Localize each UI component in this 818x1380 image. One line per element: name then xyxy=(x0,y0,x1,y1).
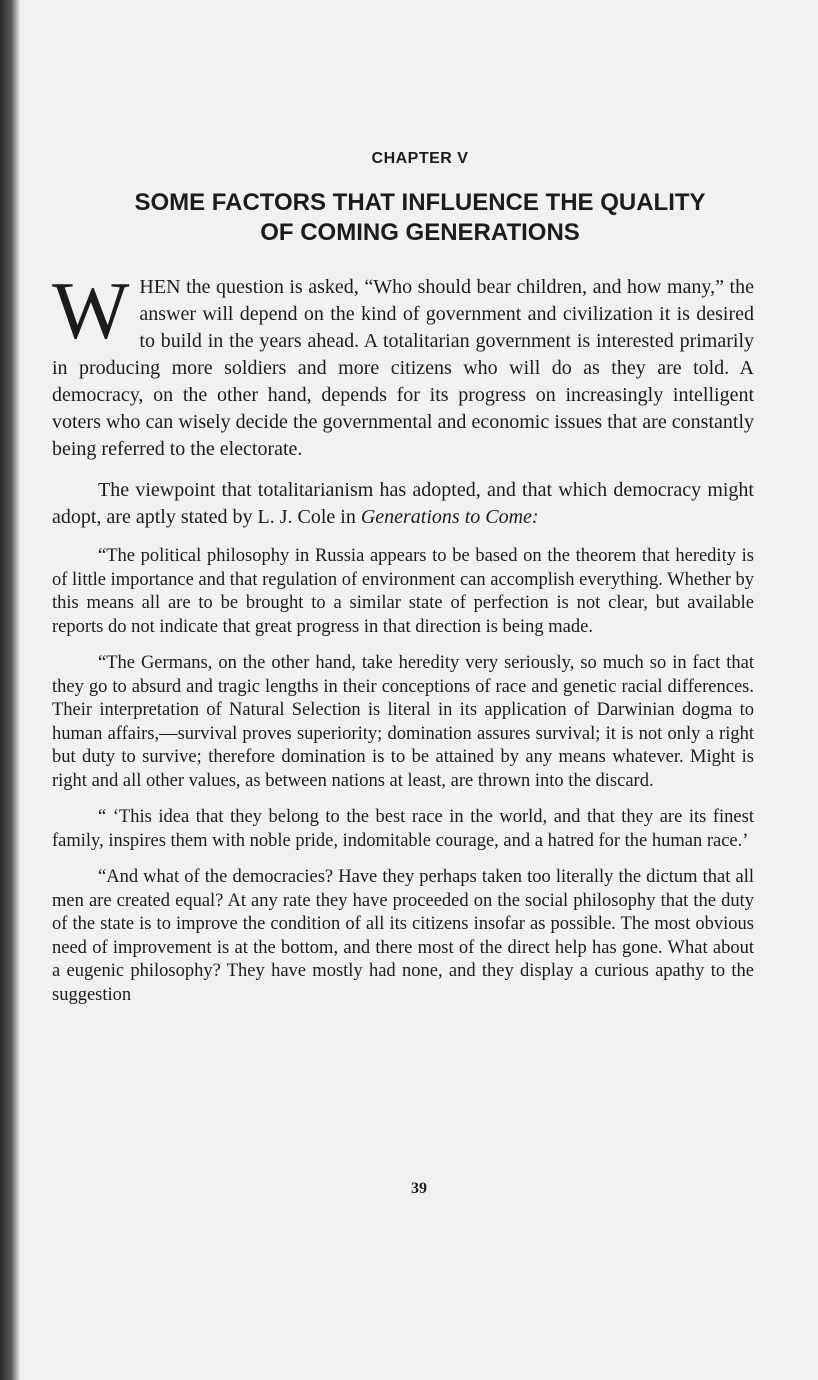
paragraph-opening xyxy=(52,265,754,463)
chapter-title xyxy=(52,188,754,248)
drop-cap: W xyxy=(52,265,130,356)
quote-best-race: “ ‘This idea that they belong to the best race in the world, and that they are its finest family, inspires them with noble pride, indomitable courage, and a hatred for the human race.’ xyxy=(52,807,754,851)
chapter-label: CHAPTER V xyxy=(371,150,469,167)
quote-germans: “The Germans, on the other hand, take heredity very seriously, so much so in fact that they go to absurd and tragic lengths in their conceptions of race and genetic racial differences. Their interpretation of Natural Selection is literal in its application of Darwinian dogma to human affairs,—survival proves superiority; domination assures survival; it is not only a right but duty to survive; therefore domination is to be attained by any means whatever. Might is right and all other values, as between nations at least, are thrown into the discard. xyxy=(52,653,754,791)
quote-russia: “The political philosophy in Russia appears to be based on the theorem that heredity is of little importance and that regulation of environment can accomplish everything. Whether by this means all are to be brought to a similar state of perfection is not clear, but available reports do not indicate that great progress in that direction is being made. xyxy=(52,546,754,637)
book-page xyxy=(52,150,754,1197)
book-spine-shadow xyxy=(0,0,20,1380)
chapter-title-line-2: OF COMING GENERATIONS xyxy=(260,219,580,246)
viewpoint-text: The viewpoint that totalitarianism has adopted, and that which democracy might adopt, are aptly stated by L. J. Cole in xyxy=(52,479,754,528)
paragraph-viewpoint xyxy=(52,477,754,531)
page-number: 39 xyxy=(411,1180,427,1197)
opening-text: the question is asked, “Who should bear children, and how many,” the answer will depend on the kind of government and civilization it is desired to build in the years ahead. A totalitarian government is interested primarily in producing more soldiers and more citizens who will do as they are told. A democracy, on the other hand, depends for its progress on increasingly intelligent voters who can wisely decide the governmental and economic issues that are constantly being referred to the electorate. xyxy=(52,276,754,460)
quote-democracies: “And what of the democracies? Have they perhaps taken too literally the dictum that all men are created equal? At any rate they have proceeded on the social philosophy that the duty of the state is to improve the condition of all its citizens insofar as possible. The most obvious need of improvement is at the bottom, and there most of the direct help has gone. What about a eugenic philosophy? They have mostly had none, and they display a curious apathy to the suggestion xyxy=(52,867,754,1005)
book-title: Generations to Come: xyxy=(360,506,539,528)
chapter-title-line-1: SOME FACTORS THAT INFLUENCE THE QUALITY xyxy=(134,189,706,216)
opening-word: HEN xyxy=(139,276,181,298)
